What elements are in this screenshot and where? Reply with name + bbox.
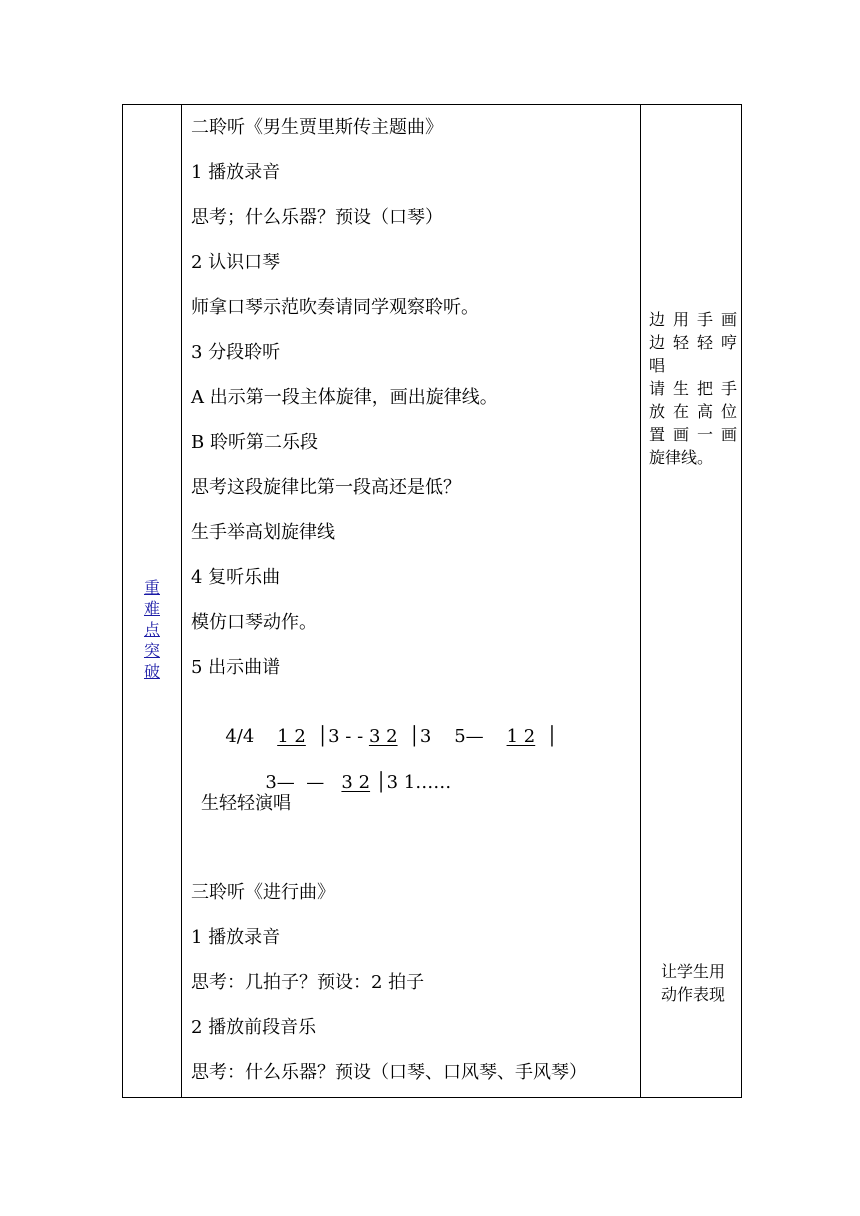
step-line: B 聆听第二乐段 (191, 432, 318, 453)
section-label-char: 破 (143, 662, 160, 681)
teaching-note-2 (649, 960, 737, 1006)
score-note-group: 3 2 (341, 772, 371, 793)
step-line: 思考；什么乐器？预设（口琴） (191, 207, 443, 228)
teaching-note-1 (649, 308, 737, 469)
score-measure: │3 1…… (375, 772, 452, 793)
score-measure: │3 5— (409, 726, 484, 747)
step-line: 3 分段聆听 (191, 342, 281, 363)
note-row: 边 用 手 画 (649, 310, 737, 329)
note-row: 置 画 一 画 (649, 425, 737, 444)
step-line: 5 出示曲谱 (191, 657, 281, 678)
time-signature: 4/4 (225, 726, 255, 747)
note-row: 放 在 高 位 (649, 402, 737, 421)
step-line: 思考这段旋律比第一段高还是低？ (191, 477, 461, 498)
step-line: 1 播放录音 (191, 162, 281, 183)
barline: │ (546, 726, 558, 747)
score-note-group: 1 2 (506, 726, 536, 747)
step-line: 生手举高划旋律线 (191, 522, 335, 543)
step-line: A 出示第一段主体旋律，画出旋律线。 (191, 387, 498, 408)
note-row: 让学生用 (660, 962, 725, 981)
note-row: 动作表现 (660, 985, 725, 1004)
note-row: 请 生 把 手 (649, 379, 737, 398)
section-label-char: 重 (143, 578, 160, 597)
step-line: 生轻轻演唱 (201, 793, 291, 814)
step-line: 2 播放前段音乐 (191, 1017, 317, 1038)
score-note-group: 3 2 (368, 726, 398, 747)
section-label-char: 突 (143, 641, 160, 660)
step-line: 2 认识口琴 (191, 252, 281, 273)
score-measure: │3 - - (317, 726, 364, 747)
section-label-link[interactable] (123, 577, 181, 682)
note-row: 旋律线。 (649, 448, 714, 467)
score-measure: 3— — (265, 772, 325, 793)
step-line: 4 复听乐曲 (191, 567, 281, 588)
column-divider-right (640, 105, 641, 1097)
step-line: 思考：几拍子？预设：2 拍子 (191, 972, 425, 993)
step-line: 师拿口琴示范吹奏请同学观察聆听。 (191, 297, 479, 318)
note-row: 唱 (649, 356, 666, 375)
step-line: 1 播放录音 (191, 927, 281, 948)
section-label-char: 点 (143, 620, 160, 639)
step-line: 思考：什么乐器？预设（口琴、口风琴、手风琴） (191, 1062, 587, 1083)
column-divider-left (181, 105, 182, 1097)
section-heading: 三聆听《进行曲》 (191, 882, 335, 903)
score-note-group: 1 2 (277, 726, 306, 747)
note-row: 边 轻 轻 哼 (649, 333, 737, 352)
section-label-char: 难 (143, 599, 160, 618)
lesson-table (122, 104, 742, 1098)
section-heading: 二聆听《男生贾里斯传主题曲》 (191, 117, 443, 138)
step-line: 模仿口琴动作。 (191, 612, 317, 633)
